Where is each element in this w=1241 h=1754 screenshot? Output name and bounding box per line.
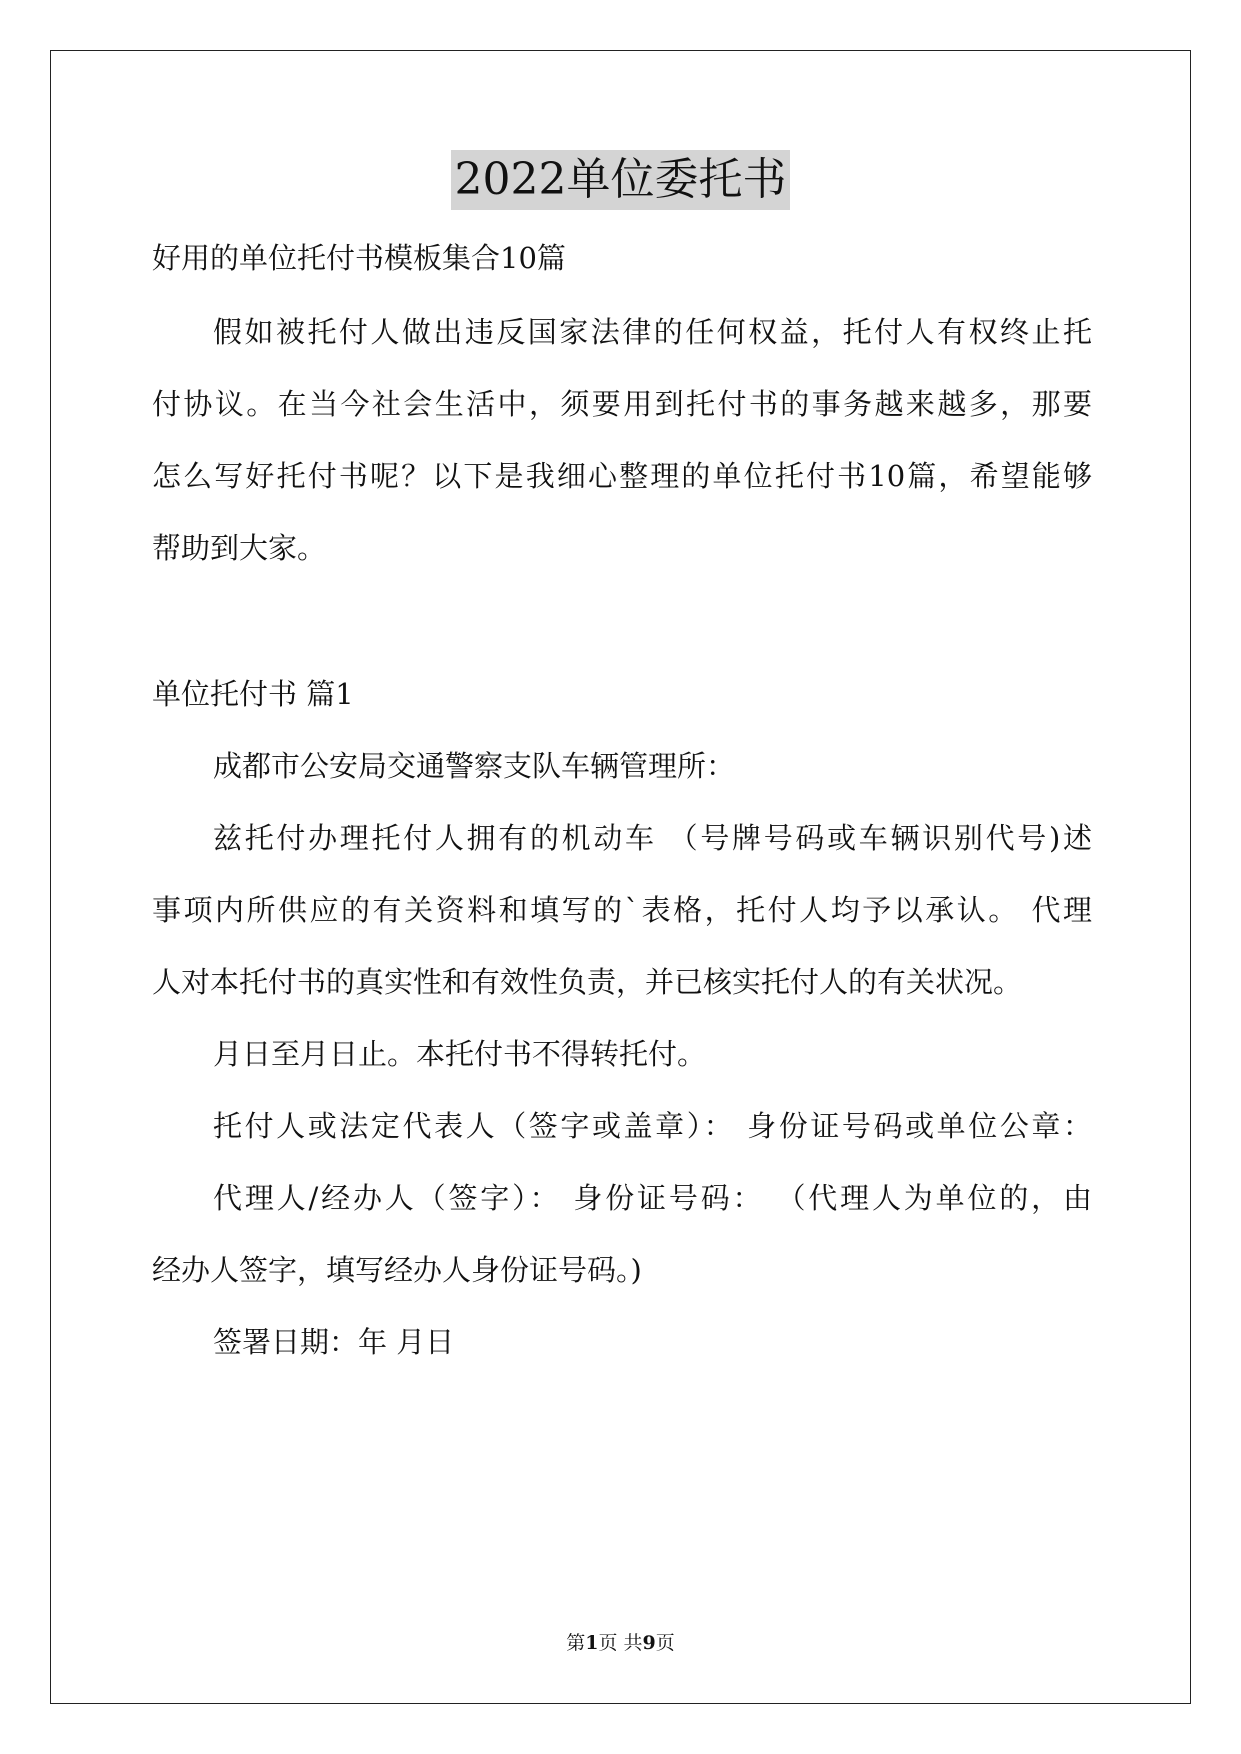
body-line-2: 事项内所供应的有关资料和填写的`表格，托付人均予以承认。 代理 (152, 893, 1092, 927)
signing-date-line: 签署日期：年 月日 (213, 1325, 455, 1359)
page-mid-text: 页 共 (598, 1632, 643, 1654)
body-line-7: 经办人签字，填写经办人身份证号码。) (152, 1253, 642, 1287)
page-suffix: 页 (655, 1632, 675, 1654)
body-line-5: 托付人或法定代表人（签字或盖章）： 身份证号码或单位公章： (213, 1109, 1092, 1143)
body-line-6: 代理人/经办人（签字）： 身份证号码： （代理人为单位的，由 (213, 1181, 1092, 1215)
body-line-3: 人对本托付书的真实性和有效性负责，并已核实托付人的有关状况。 (152, 965, 1023, 999)
intro-line-3: 怎么写好托付书呢？以下是我细心整理的单位托付书10篇，希望能够 (152, 459, 1092, 493)
intro-line-4: 帮助到大家。 (152, 531, 327, 565)
document-subtitle: 好用的单位托付书模板集合10篇 (152, 241, 566, 275)
page-footer (0, 1630, 1241, 1656)
section-heading: 单位托付书 篇1 (152, 677, 354, 711)
intro-line-2: 付协议。在当今社会生活中，须要用到托付书的事务越来越多，那要 (152, 387, 1092, 421)
body-line-1: 兹托付办理托付人拥有的机动车 （号牌号码或车辆识别代号)述 (213, 821, 1092, 855)
intro-line-1: 假如被托付人做出违反国家法律的任何权益，托付人有权终止托 (213, 315, 1092, 349)
document-title: 2022单位委托书 (451, 150, 791, 210)
current-page-number: 1 (585, 1632, 599, 1654)
page-border (50, 50, 1191, 1704)
addressee: 成都市公安局交通警察支队车辆管理所： (213, 749, 736, 783)
body-line-4: 月日至月日止。本托付书不得转托付。 (213, 1037, 707, 1071)
page-prefix: 第 (566, 1632, 586, 1654)
title-container (0, 150, 1241, 210)
total-pages-number: 9 (642, 1632, 656, 1654)
